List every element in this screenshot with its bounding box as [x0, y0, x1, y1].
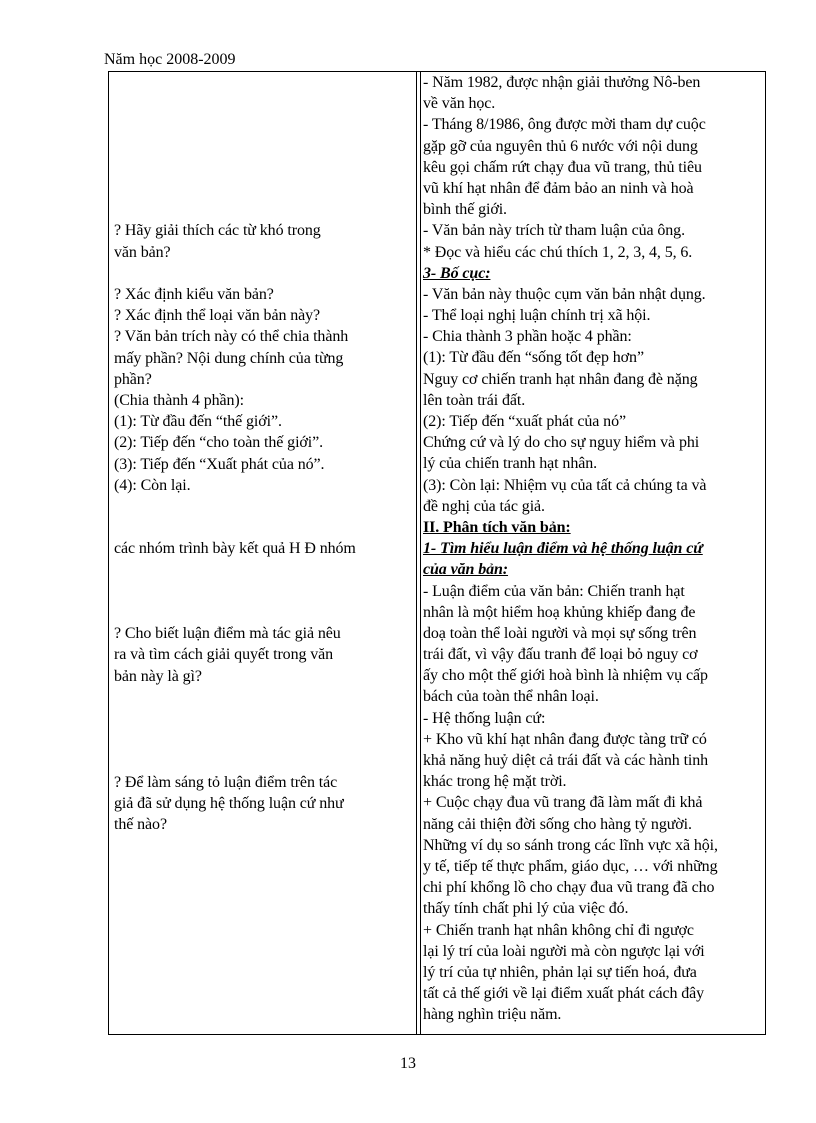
answer-line: Nguy cơ chiến tranh hạt nhân đang đè nặng	[423, 370, 698, 388]
answer-line: - Tháng 8/1986, ông được mời tham dự cuộc	[423, 116, 706, 134]
answer-line: lý trí của tự nhiên, phản lại sự tiến hoá, đưa	[423, 963, 697, 981]
answer-line: vũ khí hạt nhân để đảm bảo an ninh và hoà	[423, 179, 694, 197]
content-table	[108, 71, 766, 1035]
answer-line: lên toàn trái đất.	[423, 391, 526, 409]
column-divider	[416, 72, 417, 1034]
question-line: giả đã sử dụng hệ thống luận cứ như	[114, 794, 344, 812]
question-line: ? Văn bản trích này có thể chia thành	[114, 328, 349, 346]
answer-line: nhân là một hiểm hoạ khủng khiếp đang đe	[423, 603, 696, 621]
answer-line: gặp gỡ của nguyên thủ 6 nước với nội dung	[423, 137, 698, 155]
answer-line: ấy cho một thế giới hoà bình là nhiệm vụ cấp	[423, 667, 708, 685]
answer-line: bách của toàn thể nhân loại.	[423, 688, 599, 706]
question-line: (Chia thành 4 phần):	[114, 392, 244, 409]
question-line: (3): Tiếp đến “Xuất phát của nó”.	[114, 455, 325, 473]
answer-line: hàng nghìn triệu năm.	[423, 1006, 562, 1024]
answer-line: khả năng huỷ diệt cả trái đất và các hành tinh	[423, 752, 709, 769]
answer-line: đề nghị của tác giả.	[423, 497, 545, 515]
question-line: (4): Còn lại.	[114, 476, 191, 494]
answer-line: + Cuộc chạy đua vũ trang đã làm mất đi khả	[423, 794, 703, 812]
answer-line: lại lý trí của loài người mà còn ngược lại với	[423, 942, 705, 960]
answer-line: y tế, tiếp tế thực phẩm, giáo dục, … với những	[423, 857, 718, 875]
answer-line: (1): Từ đầu đến “sống tốt đẹp hơn”	[423, 349, 644, 367]
answer-line: kêu gọi chấm rứt chạy đua vũ trang, thủ tiêu	[423, 158, 702, 176]
answer-line: khác trong hệ mặt trời.	[423, 773, 567, 791]
section-heading: 3- Bố cục:	[423, 264, 491, 282]
answer-line: - Chia thành 3 phần hoặc 4 phần:	[423, 328, 632, 346]
answer-line: + Kho vũ khí hạt nhân đang được tàng trữ có	[423, 730, 707, 748]
question-line: ? Xác định thể loại văn bản này?	[114, 307, 321, 325]
question-line: mấy phần? Nội dung chính của từng	[114, 349, 344, 367]
answer-line: về văn học.	[423, 95, 496, 113]
answer-line: trái đất, vì vậy đấu tranh để loại bỏ nguy cơ	[423, 646, 698, 664]
answer-line: - Năm 1982, được nhận giải thưởng Nô-ben	[423, 74, 701, 91]
answer-line: Những ví dụ so sánh trong các lĩnh vực xã hội,	[423, 836, 718, 854]
column-divider	[420, 72, 421, 1034]
answer-line: (3): Còn lại: Nhiệm vụ của tất cả chúng ta và	[423, 476, 707, 494]
question-line: ? Để làm sáng tỏ luận điểm trên tác	[114, 773, 338, 791]
question-line: ? Xác định kiểu văn bản?	[114, 286, 274, 303]
answer-line: (2): Tiếp đến “xuất phát của nó”	[423, 413, 626, 430]
answer-line: - Văn bản này trích từ tham luận của ông.	[423, 222, 685, 240]
question-line: các nhóm trình bày kết quả H Đ nhóm	[114, 540, 356, 558]
answer-line: - Luận điểm của văn bản: Chiến tranh hạt	[423, 582, 685, 600]
question-line: bản này là gì?	[114, 667, 202, 685]
answer-line: doạ toàn thể loài người và mọi sự sống trên	[423, 624, 697, 642]
question-line: thế nào?	[114, 816, 167, 833]
question-line: ra và tìm cách giải quyết trong văn	[114, 646, 334, 664]
answer-line: * Đọc và hiểu các chú thích 1, 2, 3, 4, 5, 6.	[423, 243, 693, 261]
answer-line: lý của chiến tranh hạt nhân.	[423, 455, 598, 473]
question-line: văn bản?	[114, 243, 171, 261]
section-heading: của văn bản:	[423, 561, 509, 579]
answer-line: - Thể loại nghị luận chính trị xã hội.	[423, 307, 651, 325]
document-header-year: Năm học 2008-2009	[104, 51, 236, 68]
answer-line: tất cả thế giới về lại điểm xuất phát cách đây	[423, 985, 705, 1003]
question-line: ? Cho biết luận điểm mà tác giả nêu	[114, 625, 341, 643]
answer-line: thấy tính chất phi lý của việc đó.	[423, 900, 629, 918]
answer-line: + Chiến tranh hạt nhân không chỉ đi ngược	[423, 921, 694, 939]
page-number: 13	[400, 1055, 416, 1072]
answers-column	[423, 72, 763, 1025]
answer-line: chi phí khổng lồ cho chạy đua vũ trang đã cho	[423, 879, 715, 897]
question-line: ? Hãy giải thích các từ khó trong	[114, 222, 321, 240]
section-heading: 1- Tìm hiểu luận điểm và hệ thống luận cứ	[423, 540, 703, 558]
question-line: (1): Từ đầu đến “thế giới”.	[114, 413, 282, 431]
answer-line: - Hệ thống luận cứ:	[423, 709, 546, 727]
question-line: phần?	[114, 370, 152, 388]
question-line: (2): Tiếp đến “cho toàn thế giới”.	[114, 434, 324, 452]
answer-line: - Văn bản này thuộc cụm văn bản nhật dụng.	[423, 285, 706, 303]
answer-line: Chứng cứ và lý do cho sự nguy hiểm và phi	[423, 434, 700, 452]
answer-line: năng cải thiện đời sống cho hàng tỷ người.	[423, 815, 692, 833]
section-heading: II. Phân tích văn bản:	[423, 518, 571, 536]
answer-line: bình thế giới.	[423, 201, 507, 219]
